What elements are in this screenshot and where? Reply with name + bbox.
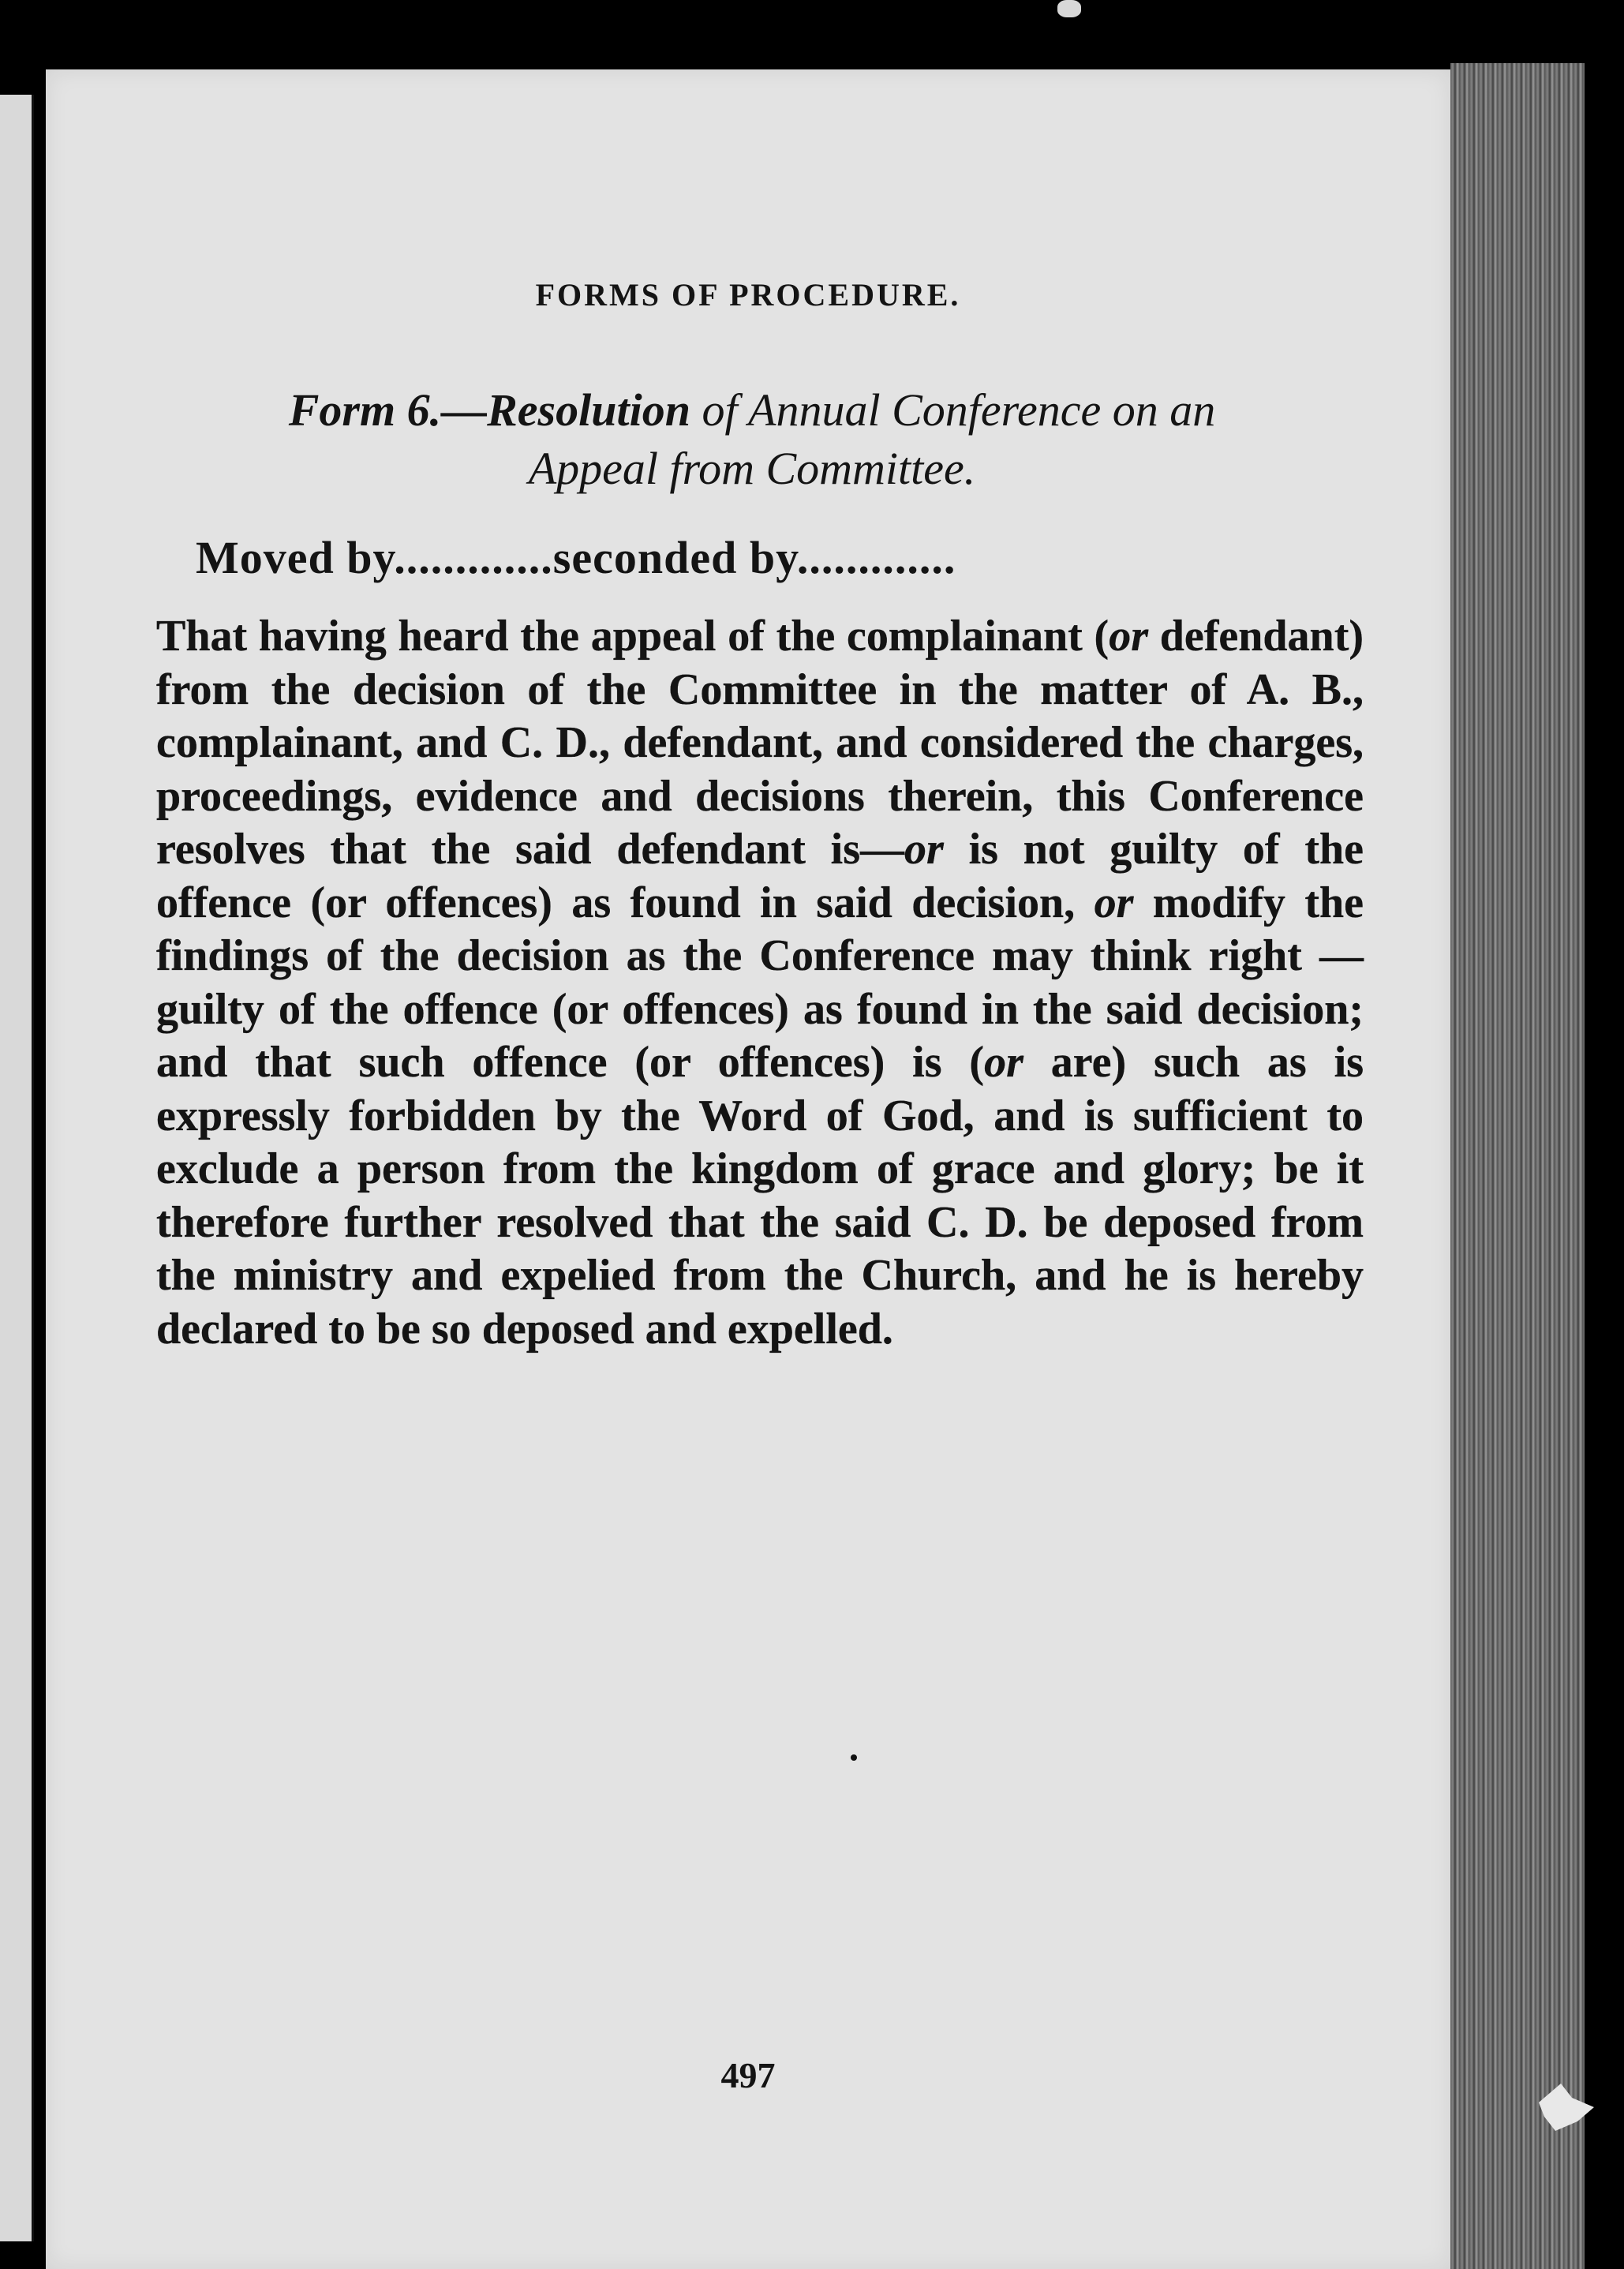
italic-or: or [984,1038,1023,1087]
form-dash: — [441,384,488,436]
text-run: modify the findings of the decision as the Conference may think right —guilty of the offence (or offences) as found in the said decision; and that such offence (or offences) is ( [156,878,1364,1087]
italic-or: or [1094,878,1134,927]
italic-or: or [1109,612,1148,661]
running-head: FORMS OF PROCEDURE. [535,277,961,313]
scan-mark [1057,0,1081,17]
text-run: defendant) from the decision of the Committee in the matter of A. B., complainant, and C. D., defendant, and considered the charges, proceedings, evidence and decisions therein, this Conference resolves that the said defendant is— [156,612,1364,874]
facing-page-edge [0,95,34,2241]
text-run: That having heard the appeal of the complainant ( [156,612,1109,661]
form-label: Form 6. [288,384,442,436]
italic-or: or [904,825,944,874]
text-run: are) such as is expressly forbidden by the Word of God, and is sufficient to exclude a person from the kingdom of grace and glory; be it therefore further resolved that the said C. D. be deposed from the ministry and expelied from the Church, and he is hereby declared to be so deposed and expelled. [156,1038,1364,1354]
text-run: is not guilty of the offence (or offences) as found in said decision, [156,825,1364,927]
ink-speck [851,1754,857,1761]
book-fore-edge [1450,63,1585,2269]
moved-seconded-line: Moved by.............seconded by............. [196,532,956,583]
resolution-paragraph [156,610,1364,1356]
form-title-line-2: Appeal from Committee. [528,443,976,494]
book-page [46,69,1450,2269]
page-number: 497 [720,2055,776,2095]
form-title-rest: of Annual Conference on an [690,384,1216,436]
form-title-bold: Resolution [487,384,690,436]
form-title [148,381,1356,498]
form-title-line-1 [148,381,1356,440]
